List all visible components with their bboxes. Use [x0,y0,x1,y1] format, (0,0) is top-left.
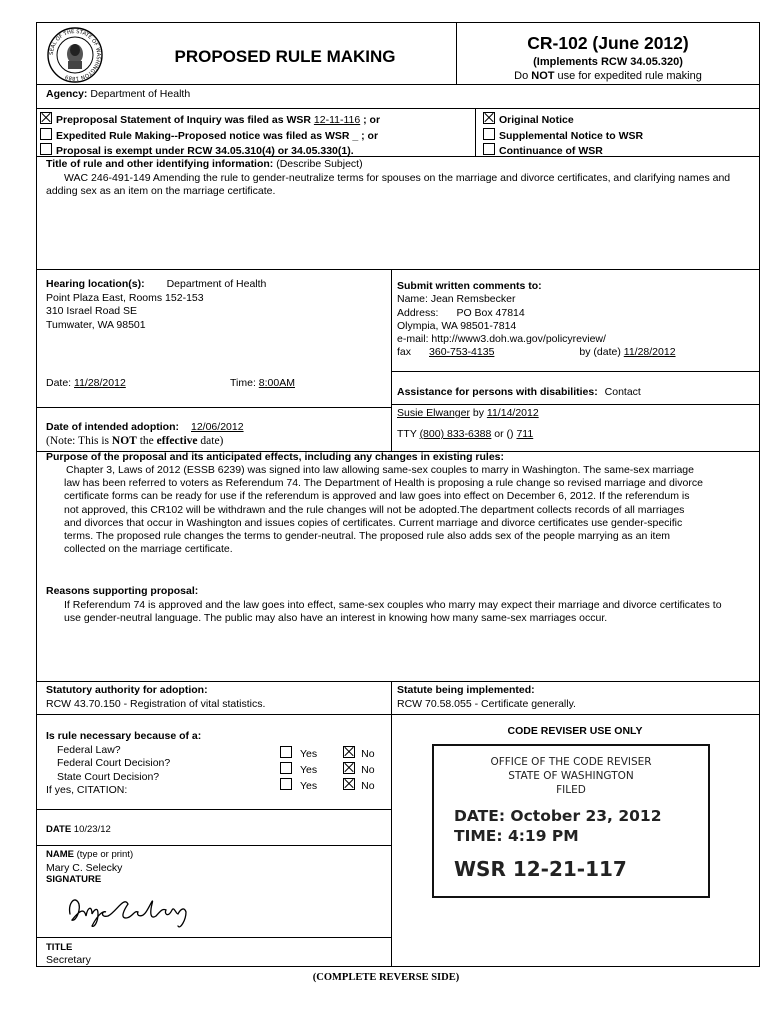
purpose-text: Chapter 3, Laws of 2012 (ESSB 6239) was signed into law allowing same-sex couples to marry in Washington. The same-sex marriage law has been referred to voters as Referendum 74. The Department of Health is proposing a rule change so revised marriage and divorce certificate forms can be ready for use if the referendum is approved and law goes into effect on December 6, 2012. If the referendum is not approved, this CR102 will be withdrawn and the rule changes will not be adopted.The department collects records of all marriages and divorces that occur in Washington and issues copies of certificates. Current marriage and divorce certificates use gender-specific terms. The proposed rule changes the terms to gender-neutral. The proposed rule also adds sex of the people marrying as an item collected on the marriage certificate. [64,464,703,556]
hearing-line: 310 Israel Road SE [46,305,138,317]
continuance-label: Continuance of WSR [499,145,603,157]
necessity-federal-court: Federal Court Decision? [57,757,171,769]
statutory-authority [46,684,265,711]
preproposal-wsr: 12-11-116 [313,114,361,126]
necessity-row [280,746,375,762]
signoff-title-value: Secretary [46,954,91,966]
adoption-note [46,435,223,447]
comments-block [397,280,757,360]
assistance-contact [397,407,539,419]
supplemental-notice-checkbox[interactable] [483,128,495,140]
signoff-name [46,849,133,887]
expedited-note [457,70,759,82]
purpose-label: Purpose of the proposal and its anticipated effects, including any changes in existing rules: [46,451,505,463]
signoff-date-value: 10/23/12 [73,824,111,835]
expedited-label: Expedited Rule Making--Proposed notice was filed as WSR _ ; or [56,129,379,142]
adoption-date-value: 12/06/2012 [191,421,244,433]
necessity-state-court: State Court Decision? [57,770,160,783]
assistance-by-date: 11/14/2012 [486,407,539,419]
assistance-contact-label: Contact [604,386,641,398]
tty-alt: 711 [516,428,534,440]
hearing-date-label: Date: [46,377,75,389]
title-of-rule-text: WAC 246-491-149 Amending the rule to gender-neutralize terms for spouses on the marriage and divorce certificates, and clarifying names and adding sex as an item on the marriage certificate. [46,172,731,197]
stamp-state: STATE OF WASHINGTON [508,770,634,782]
necessity-row [280,762,375,778]
adoption-note-a: (Note: This is [46,435,112,447]
adoption-date-label: Date of intended adoption: [46,421,179,433]
statute-implemented [397,684,576,711]
hearing-line: Tumwater, WA 98501 [46,318,146,331]
yes-label: Yes [300,764,318,776]
hearing-time [230,377,295,389]
no-label: No [361,764,375,776]
stamp-filed: FILED [556,784,586,796]
reasons-text: If Referendum 74 is approved and the law goes into effect, same-sex couples who marry may expect their marriage and divorce certificates to use gender-neutral language. The public may also have an interest in knowing how many same-sex marriages occur. [64,599,722,625]
exempt-checkbox[interactable] [40,143,52,155]
expedited-note-not: NOT [531,70,555,82]
no-checkbox[interactable] [343,746,355,758]
yes-label: Yes [300,780,318,792]
adoption-date [46,421,244,433]
necessity-citation: If yes, CITATION: [46,784,128,796]
reasons-label: Reasons supporting proposal: [46,585,199,597]
agency-label: Agency: [46,88,88,100]
yes-checkbox[interactable] [280,762,292,774]
necessity-label: Is rule necessary because of a: [46,730,202,742]
preproposal-label: Preproposal Statement of Inquiry was filed as WSR [56,114,314,126]
signoff-title [46,941,91,967]
comments-fax-label: fax [397,346,412,359]
signoff-name-hint: (type or print) [73,849,134,860]
assistance-label-row [397,386,641,398]
notice-type [483,112,643,159]
filing-options [40,112,380,159]
continuance-checkbox[interactable] [483,143,495,155]
no-label: No [361,748,375,760]
yes-label: Yes [300,748,318,760]
adoption-note-effective: effective [156,435,198,447]
tty-label: TTY [397,428,420,440]
statute-label: Statute being implemented: [397,684,535,696]
assistance-label: Assistance for persons with disabilities: [397,386,598,398]
implements-rcw: (Implements RCW 34.05.320) [533,56,683,68]
expedited-checkbox[interactable] [40,128,52,140]
reverse-side-note: (COMPLETE REVERSE SIDE) [312,972,460,983]
adoption-note-c: the [136,435,157,447]
no-checkbox[interactable] [343,762,355,774]
svg-text:SEAL OF THE STATE OF WASHINGTO: SEAL OF THE STATE OF WASHINGTON 1889 [48,28,102,82]
filing-option-expedited[interactable] [40,128,380,144]
preproposal-checkbox[interactable] [40,112,52,124]
code-reviser-label: CODE REVISER USE ONLY [507,725,643,737]
hearing-date-value: 11/28/2012 [74,377,126,389]
tty-number: (800) 833-6388 [419,428,492,440]
statutory-label: Statutory authority for adoption: [46,684,208,696]
form-id: CR-102 (June 2012) [527,33,689,53]
form-title: PROPOSED RULE MAKING [174,47,396,66]
comments-address: PO Box 47814 [456,306,525,319]
stamp-wsr: WSR 12-21-117 [454,857,627,881]
hearing-line: Point Plaza East, Rooms 152-153 [46,291,204,304]
signoff-name-label: NAME [46,849,74,860]
hearing-block [46,278,266,332]
agency-row [46,88,190,100]
expedited-note-suffix: use for expedited rule making [554,70,702,82]
original-notice-checkbox[interactable] [483,112,495,124]
supplemental-notice-label: Supplemental Notice to WSR [499,129,644,142]
signoff-name-value: Mary C. Selecky [46,861,123,874]
assistance-contact-name: Susie Elwanger [397,407,470,419]
comments-address-label: Address: [397,306,439,319]
code-reviser-stamp [432,744,710,898]
seal-icon [46,26,104,84]
assistance-tty [397,428,533,440]
signoff-title-label: TITLE [46,942,73,953]
necessity-row [280,778,375,794]
signoff-date-label: DATE [46,824,72,835]
preproposal-suffix: ; or [360,114,381,126]
title-of-rule-hint: (Describe Subject) [273,158,363,170]
tty-or: or () [491,428,517,440]
comments-fax: 360-753-4135 [429,346,495,359]
exempt-label: Proposal is exempt under RCW 34.05.310(4) or 34.05.330(1). [56,145,354,157]
necessity-block [46,730,201,798]
agency-value: Department of Health [90,88,191,100]
comments-by-date: 11/28/2012 [623,346,676,359]
hearing-line: Department of Health [166,278,267,290]
title-of-rule-label: Title of rule and other identifying information: [46,158,274,170]
notice-continuance[interactable] [483,143,643,159]
state-seal [46,26,104,84]
hearing-date [46,377,126,389]
expedited-note-prefix: Do [514,70,532,82]
comments-by-label: by (date) [579,346,624,359]
no-label: No [361,780,375,792]
notice-original[interactable] [483,112,643,128]
statutory-text: RCW 43.70.150 - Registration of vital statistics. [46,697,266,710]
filing-option-preproposal[interactable] [40,112,380,128]
filing-option-exempt[interactable] [40,143,380,159]
adoption-note-e: date) [197,435,224,447]
yes-checkbox[interactable] [280,778,292,790]
stamp-office: OFFICE OF THE CODE REVISER [490,756,652,768]
statute-text: RCW 70.58.055 - Certificate generally. [397,697,576,710]
comments-email[interactable]: e-mail: http://www3.doh.wa.gov/policyreview/ [397,333,606,346]
hearing-time-label: Time: [230,377,259,389]
yes-checkbox[interactable] [280,746,292,758]
necessity-answers [280,746,375,794]
comments-name: Name: Jean Remsbecker [397,293,516,306]
adoption-note-not: NOT [111,435,137,447]
signature-label: SIGNATURE [46,874,102,885]
hearing-time-value: 8:00AM [258,377,295,389]
notice-supplemental[interactable] [483,128,643,144]
signature-image [62,888,202,935]
stamp-time: TIME: 4:19 PM [454,827,579,845]
comments-city: Olympia, WA 98501-7814 [397,319,517,332]
no-checkbox[interactable] [343,778,355,790]
original-notice-label: Original Notice [499,114,574,126]
title-of-rule-heading [46,158,363,170]
comments-label: Submit written comments to: [397,280,542,292]
handwritten-signature-icon [62,888,202,932]
signoff-date [46,824,111,835]
necessity-federal-law: Federal Law? [57,743,121,756]
stamp-date: DATE: October 23, 2012 [454,807,662,825]
hearing-label: Hearing location(s): [46,278,145,290]
assistance-by: by [469,407,487,419]
